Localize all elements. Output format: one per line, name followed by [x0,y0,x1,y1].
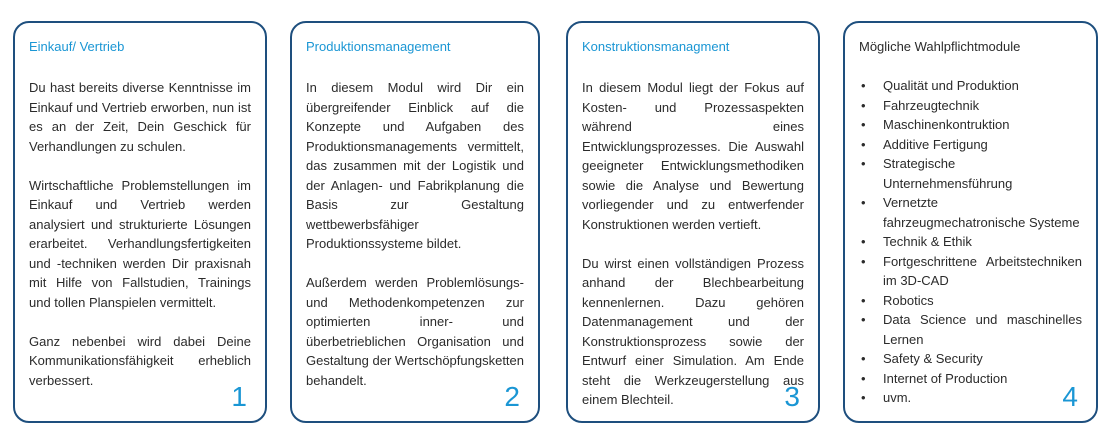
list-item [859,252,1082,291]
bullet-icon: • [861,136,866,152]
list-item-label: Fahrzeugtechnik [883,97,980,113]
card-body [29,78,251,410]
list-item [859,291,1082,311]
list-item-label: Vernetzte fahrzeugmechatronische Systeme [883,195,1080,230]
card-title: Einkauf/ Vertrieb [29,39,125,54]
bullet-icon: • [861,78,866,93]
list-item-label: Qualität und Produktion [883,78,1019,93]
list-item-label: Maschinenkontruktion [883,117,1010,132]
bullet-icon: • [861,312,866,327]
list-item-label: Technik & Ethik [883,234,972,249]
bullet-icon: • [861,156,866,171]
bullet-icon: • [861,292,866,308]
card-paragraph: Du wirst einen vollständigen Prozess anhand der Blechbearbeitung kennenlernen. Dazu gehören Datenmanagement und der Konstruktionsprozess sowie der Entwurf einer Simulation. Am Ende steht die Werkzeugerstellung aus einem Blechteil. [582,255,804,407]
bullet-icon: • [861,390,866,405]
list-item-label: Data Science und maschinelles Lernen [883,312,1082,347]
list-item [859,349,1082,369]
module-card-produktionsmanagement [290,21,540,423]
list-item [859,96,1082,116]
card-body [582,78,804,429]
card-body [859,76,1082,408]
list-item [859,193,1082,232]
list-item-label: Safety & Security [883,351,983,366]
list-item-label: Additive Fertigung [883,136,988,152]
list-item [859,135,1082,155]
card-paragraph: In diesem Modul wird Dir ein übergreifender Einblick auf die Konzepte und Aufgaben des Produktionsmanagements vermittelt, das zusammen mit der Logistik und der Anlagen- und Fabrikplanung die Basis zur Gestaltung wettbewerbsfähiger Produktionssysteme bildet. [306,80,524,251]
card-title: Konstruktionsmanagment [582,39,730,54]
card-title: Mögliche Wahlpflichtmodule [859,39,1021,54]
card-title: Produktionsmanagement [306,39,451,54]
bullet-icon: • [861,234,866,249]
card-paragraph: In diesem Modul liegt der Fokus auf Kosten- und Prozessaspekten während eines Entwicklungsprozesses. Die Auswahl geeigneter Entwicklungsmethodiken sowie die Analyse und Bewertung vorliegender und zu entwerfender Konstruktionen werden vertieft. [582,80,804,232]
list-item [859,154,1082,193]
card-number: 2 [504,381,520,412]
list-item-label: Strategische Unternehmensführung [883,156,1013,191]
bullet-icon: • [861,253,866,269]
list-item [859,232,1082,252]
list-item [859,369,1082,389]
list-item-label: Internet of Production [883,370,1008,386]
list-item [859,388,1082,408]
card-number: 1 [231,381,247,412]
bullet-icon: • [861,351,866,366]
elective-module-list [859,76,1082,408]
card-body [306,78,524,410]
card-number: 3 [784,381,800,412]
bullet-icon: • [861,195,866,210]
list-item [859,310,1082,349]
card-paragraph: Ganz nebenbei wird dabei Deine Kommunikationsfähigkeit erheblich verbessert. [29,333,251,388]
card-paragraph: Du hast bereits diverse Kenntnisse im Einkauf und Vertrieb erworben, nun ist es an der Zeit, Dein Geschick für Verhandlungen zu schulen. [29,80,251,154]
card-paragraph: Wirtschaftliche Problemstellungen im Einkauf und Vertrieb werden analysiert und strukturierte Lösungen erarbeitet. Verhandlungsfertigkeiten und -techniken werden Dir praxisnah mit Hilfe von Fallstudien, Trainings und tollen Planspielen vermittelt. [29,177,251,310]
list-item-label: uvm. [883,390,912,405]
card-number: 4 [1062,381,1078,412]
module-card-einkauf-vertrieb [13,21,267,423]
bullet-icon: • [861,117,866,132]
card-paragraph: Außerdem werden Problemlösungs- und Methodenkompetenzen zur optimierten inner- und überbetrieblichen Organisation und Gestaltung der Wertschöpfungsketten behandelt. [306,275,524,388]
bullet-icon: • [861,370,866,386]
list-item-label: Fortgeschrittene Arbeitstechniken im 3D-CAD [883,253,1082,288]
list-item [859,76,1082,96]
bullet-icon: • [861,97,866,113]
list-item-label: Robotics [883,292,934,308]
list-item [859,115,1082,135]
module-card-konstruktionsmanagment [566,21,820,423]
module-card-wahlpflichtmodule [843,21,1098,423]
